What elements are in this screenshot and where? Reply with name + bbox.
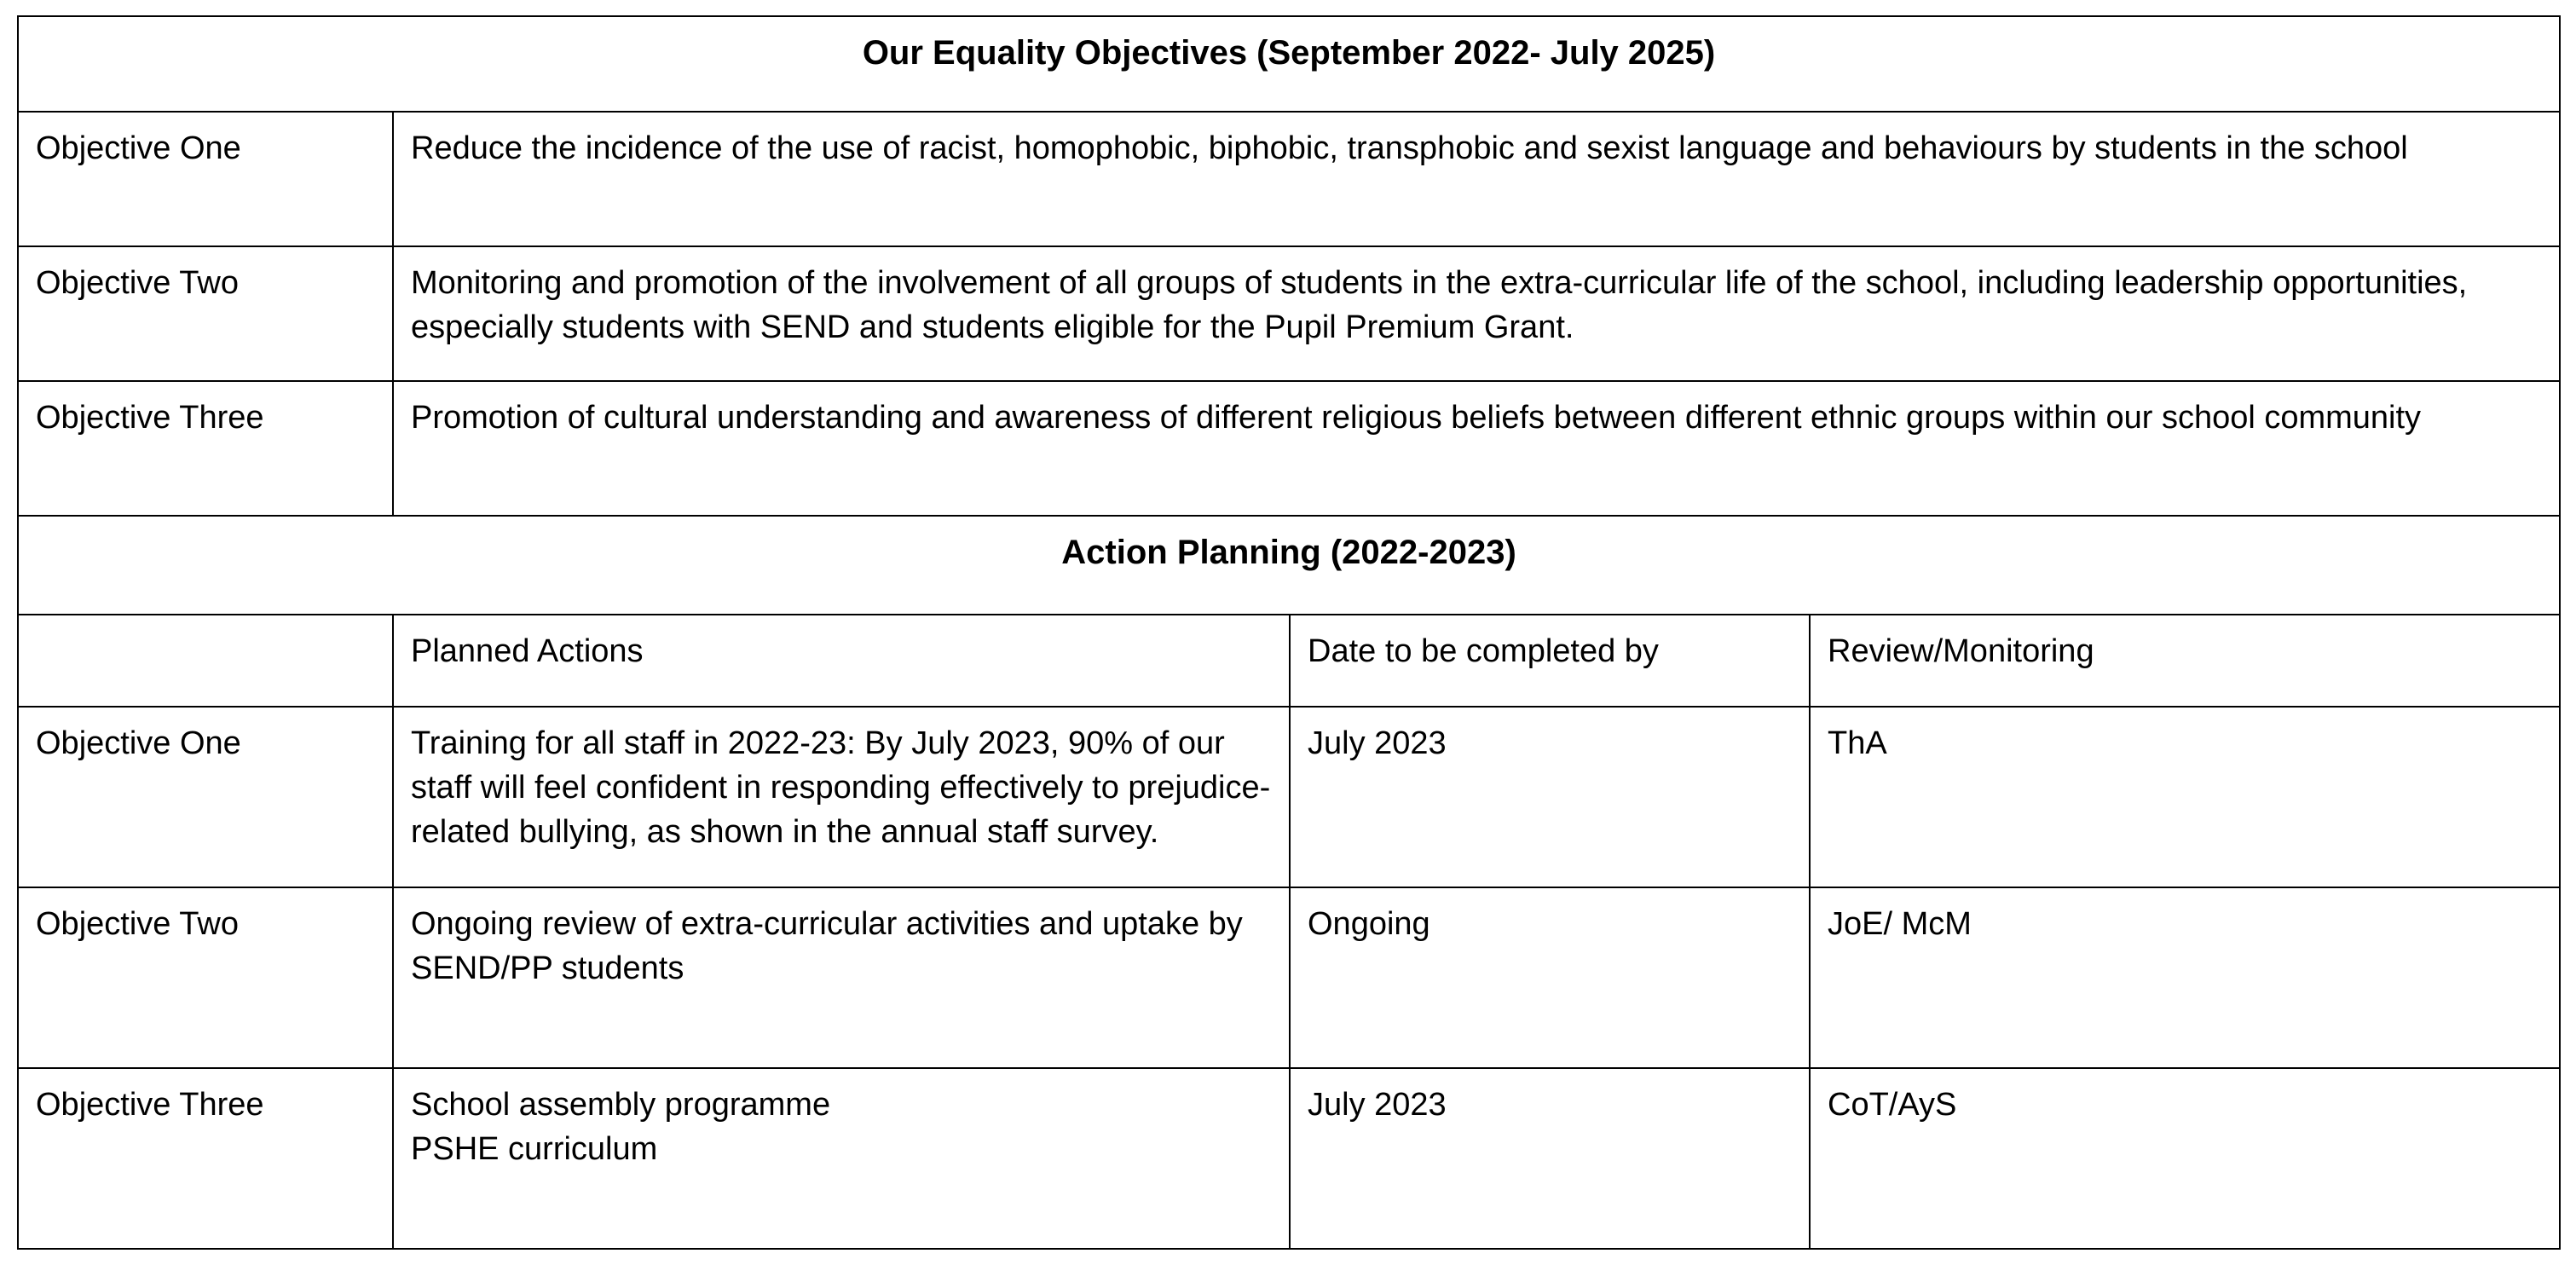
planned-action-text: Ongoing review of extra-curricular activities and uptake by SEND/PP students [411, 906, 1243, 986]
objectives-title-row [18, 16, 2560, 112]
planned-actions-cell [393, 887, 1290, 1068]
completion-date-cell: July 2023 [1290, 1068, 1810, 1249]
objectives-title: Our Equality Objectives (September 2022- July 2025) [18, 16, 2560, 112]
action-row [18, 1068, 2560, 1249]
planned-actions-cell [393, 1068, 1290, 1249]
action-planning-title-row [18, 516, 2560, 615]
objective-label: Objective Three [18, 381, 393, 516]
header-date-completed: Date to be completed by [1290, 615, 1810, 707]
equality-objectives-document [17, 15, 2559, 1248]
completion-date-cell: Ongoing [1290, 887, 1810, 1068]
planned-actions-cell [393, 707, 1290, 887]
header-planned-actions: Planned Actions [393, 615, 1290, 707]
objective-row [18, 112, 2560, 246]
action-row [18, 887, 2560, 1068]
planned-action-text: School assembly programme [411, 1087, 831, 1123]
action-row [18, 707, 2560, 887]
equality-objectives-table [17, 15, 2561, 1250]
review-monitoring-cell: JoE/ McM [1810, 887, 2560, 1068]
objective-label: Objective Two [18, 246, 393, 381]
objective-row [18, 246, 2560, 381]
planned-action-text: PSHE curriculum [411, 1131, 658, 1167]
action-header-row [18, 615, 2560, 707]
header-blank-cell [18, 615, 393, 707]
objective-text: Promotion of cultural understanding and awareness of different religious beliefs between different ethnic groups within our school community [393, 381, 2560, 516]
header-review-monitoring: Review/Monitoring [1810, 615, 2560, 707]
action-objective-label: Objective Two [18, 887, 393, 1068]
review-monitoring-cell: ThA [1810, 707, 2560, 887]
planned-action-text: Training for all staff in 2022-23: By July 2023, 90% of our staff will feel confident in responding effectively to prejudice-related bullying, as shown in the annual staff survey. [411, 725, 1271, 850]
objective-text: Reduce the incidence of the use of racist, homophobic, biphobic, transphobic and sexist language and behaviours by students in the school [393, 112, 2560, 246]
objective-label: Objective One [18, 112, 393, 246]
review-monitoring-cell: CoT/AyS [1810, 1068, 2560, 1249]
action-objective-label: Objective Three [18, 1068, 393, 1249]
action-planning-title: Action Planning (2022-2023) [18, 516, 2560, 615]
completion-date-cell: July 2023 [1290, 707, 1810, 887]
action-objective-label: Objective One [18, 707, 393, 887]
objective-row [18, 381, 2560, 516]
objective-text: Monitoring and promotion of the involvement of all groups of students in the extra-curricular life of the school, including leadership opportunities, especially students with SEND and students eligible for the Pupil Premium Grant. [393, 246, 2560, 381]
